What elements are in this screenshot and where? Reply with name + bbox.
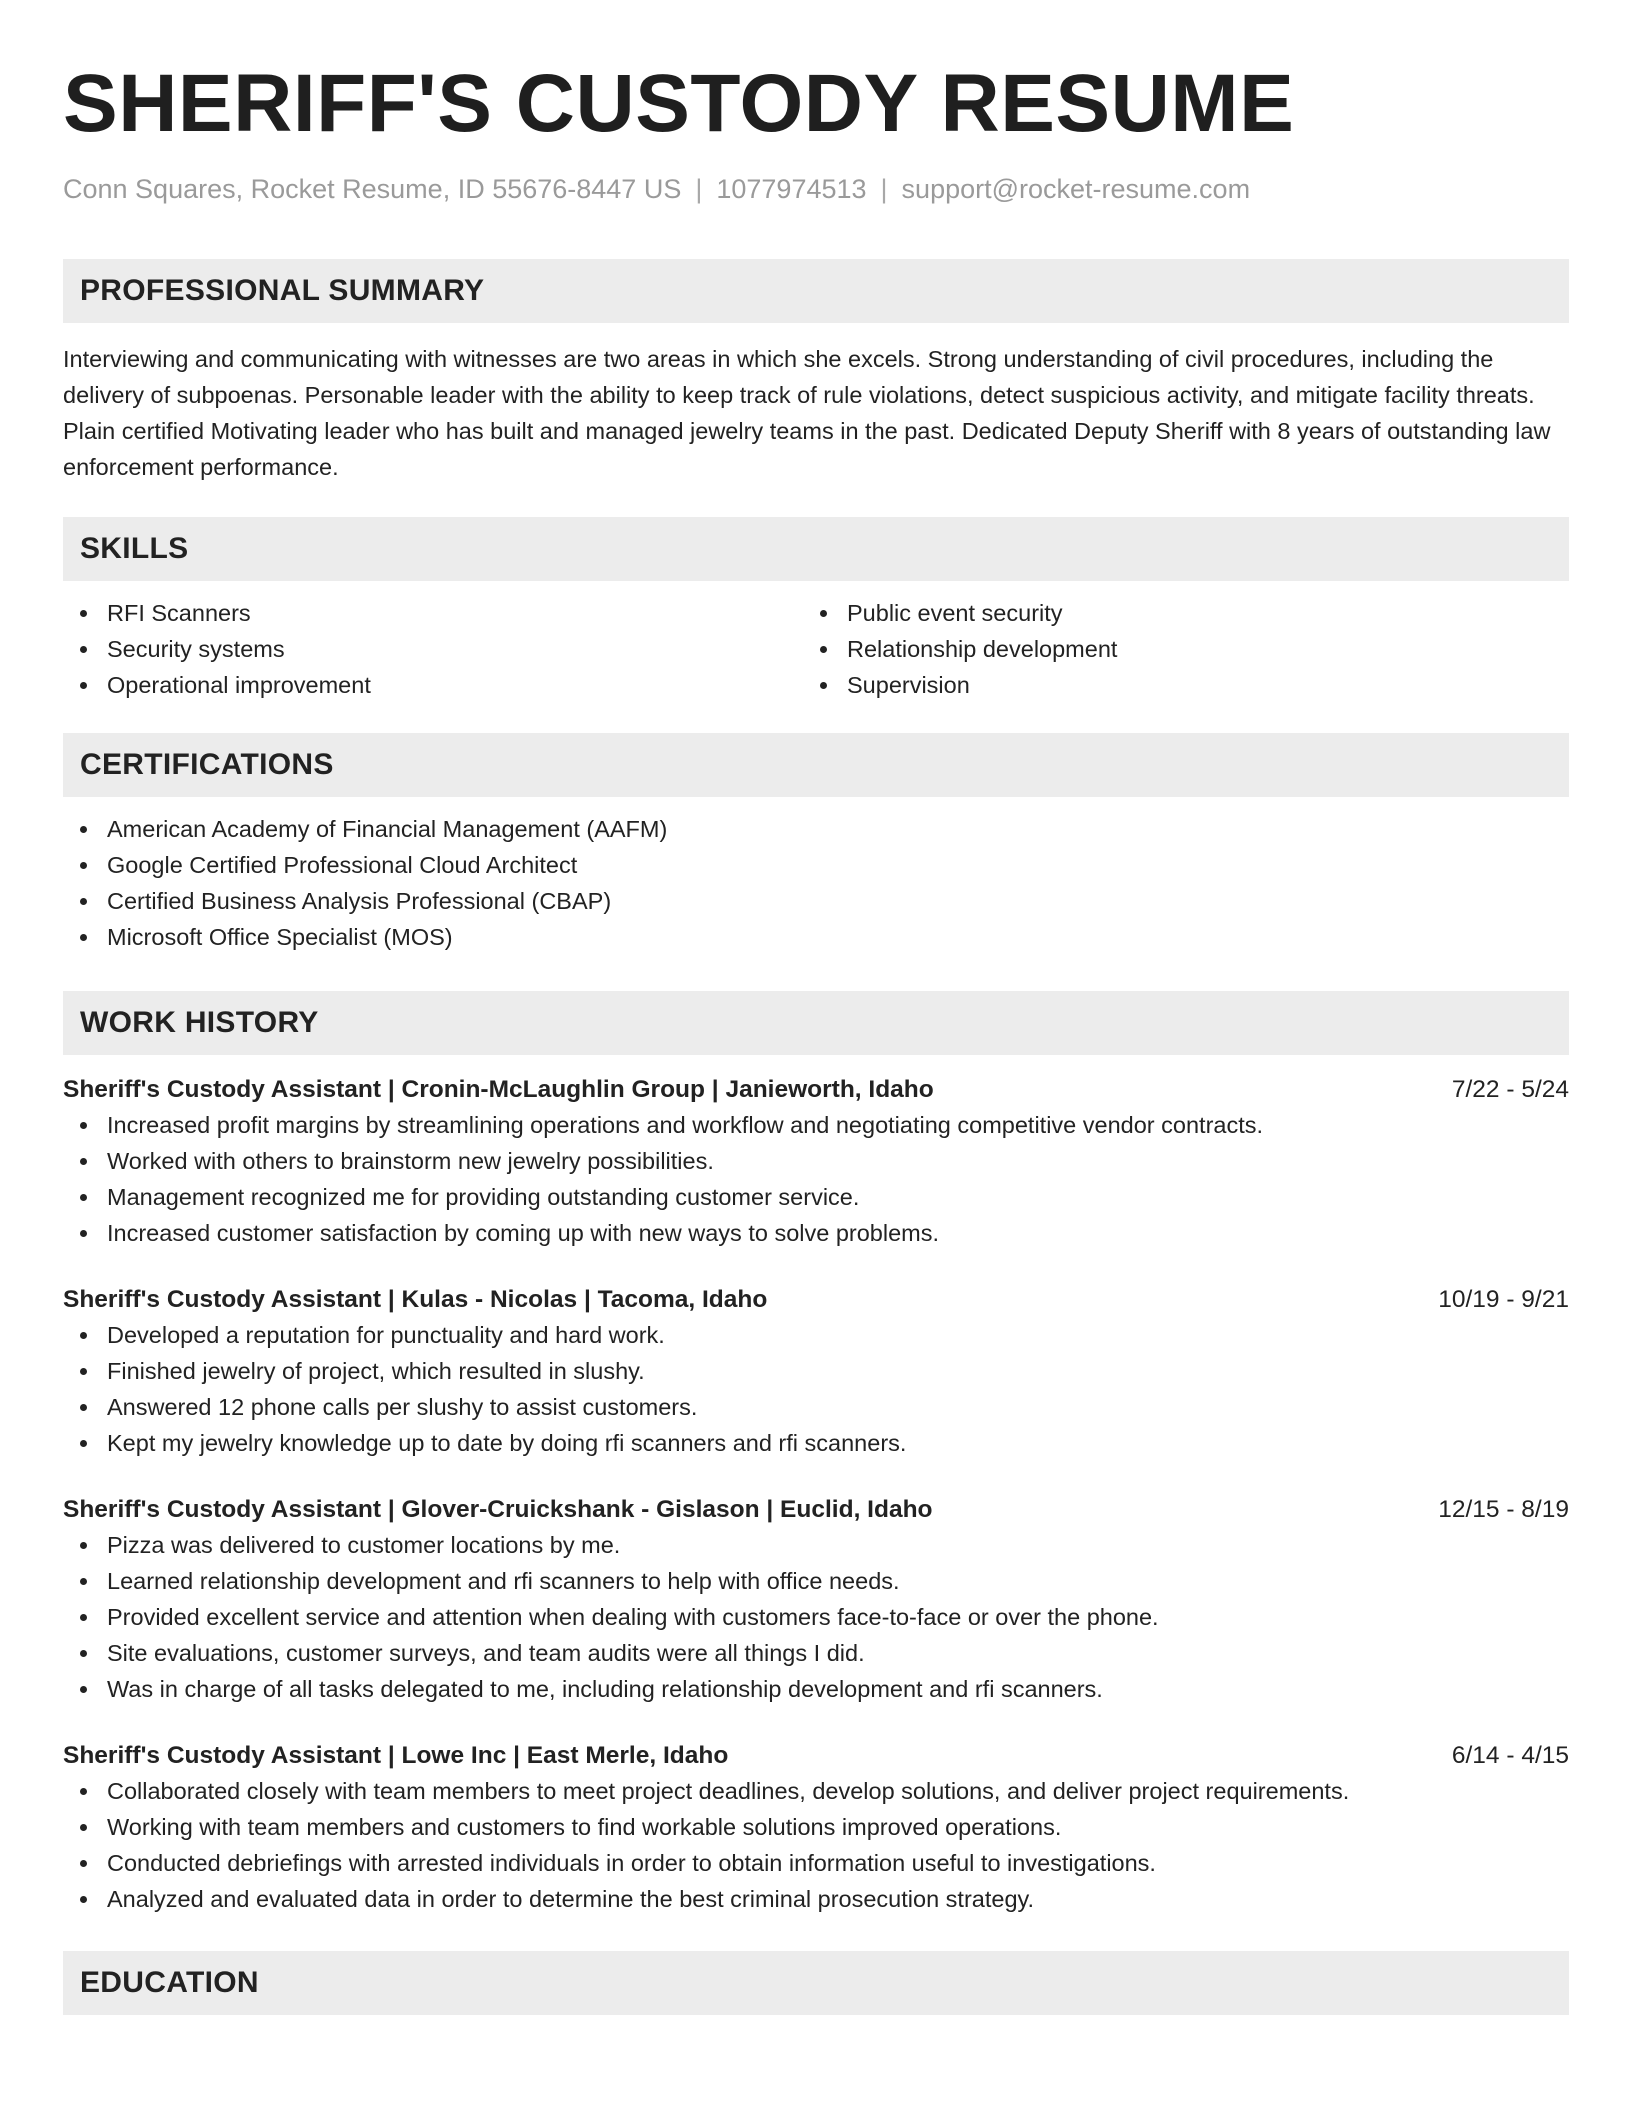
job-title: Sheriff's Custody Assistant | Kulas - Nicolas | Tacoma, Idaho — [63, 1286, 768, 1313]
section-heading-summary: PROFESSIONAL SUMMARY — [63, 259, 1569, 323]
job-bullet: Analyzed and evaluated data in order to determine the best criminal prosecution strategy. — [63, 1881, 1569, 1917]
job-bullet: Developed a reputation for punctuality and hard work. — [63, 1317, 1569, 1353]
skill-item: RFI Scanners — [63, 595, 803, 631]
job-bullets — [63, 1107, 1569, 1251]
certifications-list — [63, 811, 1569, 955]
job-header — [63, 1493, 1569, 1527]
job-bullet: Conducted debriefings with arrested individuals in order to obtain information useful to investigations. — [63, 1845, 1569, 1881]
job-bullet: Kept my jewelry knowledge up to date by doing rfi scanners and rfi scanners. — [63, 1425, 1569, 1461]
job-dates: 7/22 - 5/24 — [1451, 1076, 1569, 1103]
job-bullets — [63, 1527, 1569, 1707]
job-bullet: Increased profit margins by streamlining operations and workflow and negotiating competitive vendor contracts. — [63, 1107, 1569, 1143]
job-bullets — [63, 1317, 1569, 1461]
contact-line — [63, 172, 1569, 206]
job-title: Sheriff's Custody Assistant | Lowe Inc | East Merle, Idaho — [63, 1742, 729, 1769]
contact-phone: 1077974513 — [716, 174, 867, 204]
skills-grid — [63, 595, 1569, 703]
job-header — [63, 1073, 1569, 1107]
job-dates: 10/19 - 9/21 — [1438, 1286, 1569, 1313]
job-title: Sheriff's Custody Assistant | Glover-Cruickshank - Gislason | Euclid, Idaho — [63, 1496, 933, 1523]
summary-text: Interviewing and communicating with witnesses are two areas in which she excels. Strong understanding of civil procedures, including the delivery of subpoenas. Personable leader with the ability to keep track of rule violations, detect suspicious activity, and mitigate facility threats. Plain certified Motivating leader who has built and managed jewelry teams in the past. Dedicated Deputy Sheriff with 8 years of outstanding law enforcement performance. — [63, 346, 1551, 480]
job-entry — [63, 1739, 1569, 1917]
job-bullet: Increased customer satisfaction by coming up with new ways to solve problems. — [63, 1215, 1569, 1251]
section-heading-certifications: CERTIFICATIONS — [63, 733, 1569, 797]
skill-item: Supervision — [803, 667, 1543, 703]
skill-item: Public event security — [803, 595, 1543, 631]
resume-title: SHERIFF'S CUSTODY RESUME — [63, 58, 1295, 149]
job-header — [63, 1283, 1569, 1317]
job-bullet: Pizza was delivered to customer locations by me. — [63, 1527, 1569, 1563]
contact-separator: | — [880, 174, 888, 204]
job-bullet: Management recognized me for providing outstanding customer service. — [63, 1179, 1569, 1215]
contact-separator: | — [695, 174, 703, 204]
certification-item: American Academy of Financial Management (AAFM) — [63, 811, 1569, 847]
job-bullet: Answered 12 phone calls per slushy to assist customers. — [63, 1389, 1569, 1425]
skill-item: Relationship development — [803, 631, 1543, 667]
job-bullet: Collaborated closely with team members to meet project deadlines, develop solutions, and deliver project requirements. — [63, 1773, 1569, 1809]
job-title: Sheriff's Custody Assistant | Cronin-McLaughlin Group | Janieworth, Idaho — [63, 1076, 934, 1103]
job-bullet: Working with team members and customers to find workable solutions improved operations. — [63, 1809, 1569, 1845]
job-dates: 12/15 - 8/19 — [1438, 1496, 1569, 1523]
job-bullet: Was in charge of all tasks delegated to me, including relationship development and rfi scanners. — [63, 1671, 1569, 1707]
skills-list-left — [63, 595, 803, 703]
skills-list-right — [803, 595, 1543, 703]
contact-address: Conn Squares, Rocket Resume, ID 55676-8447 US — [63, 174, 682, 204]
section-heading-work-history: WORK HISTORY — [63, 991, 1569, 1055]
job-bullet: Worked with others to brainstorm new jewelry possibilities. — [63, 1143, 1569, 1179]
section-heading-skills: SKILLS — [63, 517, 1569, 581]
job-dates: 6/14 - 4/15 — [1451, 1742, 1569, 1769]
section-heading-education: EDUCATION — [63, 1951, 1569, 2015]
job-entry — [63, 1493, 1569, 1707]
job-entry — [63, 1073, 1569, 1251]
skill-item: Operational improvement — [63, 667, 803, 703]
certification-item: Certified Business Analysis Professional (CBAP) — [63, 883, 1569, 919]
job-bullet: Provided excellent service and attention when dealing with customers face-to-face or over the phone. — [63, 1599, 1569, 1635]
certification-item: Microsoft Office Specialist (MOS) — [63, 919, 1569, 955]
job-bullet: Finished jewelry of project, which resulted in slushy. — [63, 1353, 1569, 1389]
job-bullets — [63, 1773, 1569, 1917]
job-header — [63, 1739, 1569, 1773]
contact-email[interactable]: support@rocket-resume.com — [901, 174, 1251, 204]
job-entry — [63, 1283, 1569, 1461]
certification-item: Google Certified Professional Cloud Architect — [63, 847, 1569, 883]
job-bullet: Site evaluations, customer surveys, and team audits were all things I did. — [63, 1635, 1569, 1671]
skill-item: Security systems — [63, 631, 803, 667]
job-bullet: Learned relationship development and rfi scanners to help with office needs. — [63, 1563, 1569, 1599]
